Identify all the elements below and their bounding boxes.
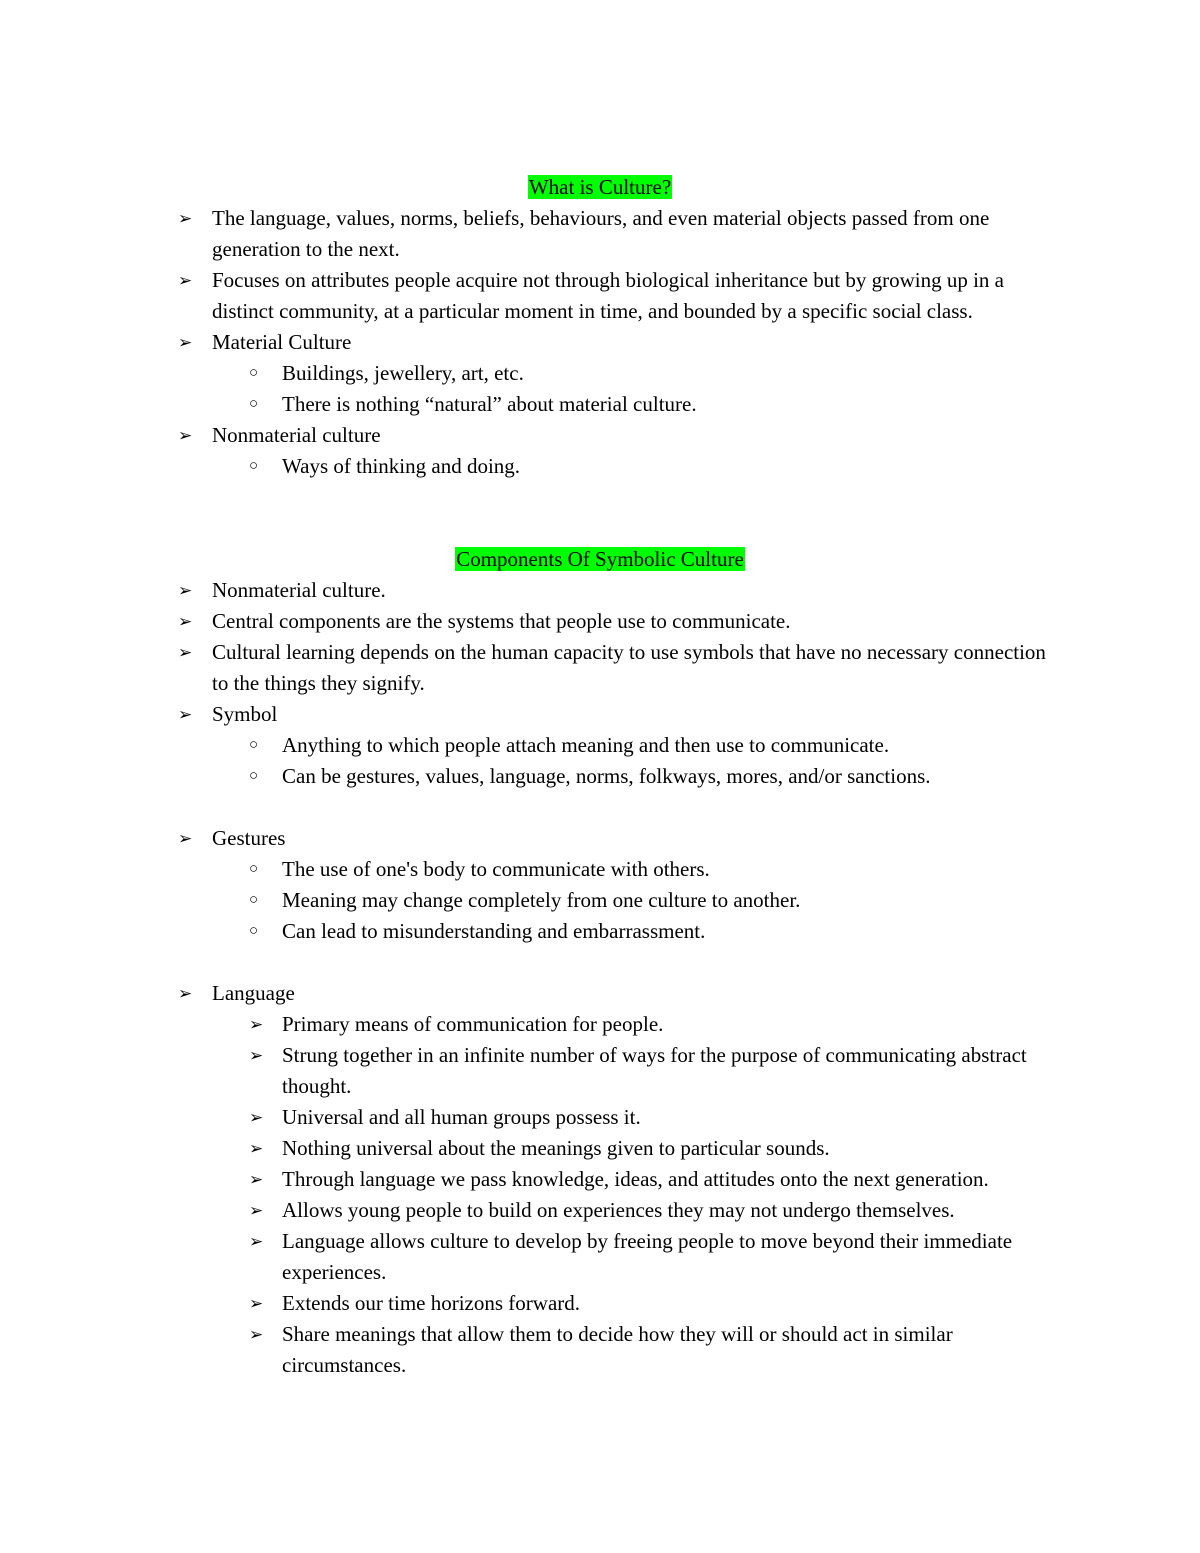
heading-highlight: Components Of Symbolic Culture [456, 547, 744, 571]
list-item-text: Universal and all human groups possess it. [282, 1105, 641, 1129]
section-heading-what-is-culture [0, 172, 1200, 203]
arrow-bullet-icon: ➢ [249, 1232, 264, 1251]
arrow-bullet-icon: ➢ [178, 581, 193, 600]
circle-bullet-icon: ○ [249, 365, 259, 381]
section-list-what-is-culture [0, 203, 1200, 482]
sub-list-item [0, 1040, 1062, 1102]
list-item-text: Cultural learning depends on the human capacity to use symbols that have no necessary connection to the things they signify. [212, 640, 1046, 695]
list-item-text: Meaning may change completely from one culture to another. [282, 888, 801, 912]
sub-list-item [0, 451, 1062, 482]
list-item-text: Symbol [212, 702, 278, 726]
list-item-text: Nothing universal about the meanings given to particular sounds. [282, 1136, 830, 1160]
circle-bullet-icon: ○ [249, 923, 259, 939]
sub-list-item [0, 885, 1062, 916]
arrow-bullet-icon: ➢ [249, 1294, 264, 1313]
sub-list-item [0, 730, 1062, 761]
sub-list-item [0, 854, 1062, 885]
list-item [0, 575, 1062, 606]
circle-bullet-icon: ○ [249, 861, 259, 877]
circle-bullet-icon: ○ [249, 396, 259, 412]
list-item [0, 823, 1062, 854]
list-item-text: Ways of thinking and doing. [282, 454, 521, 478]
arrow-bullet-icon: ➢ [178, 333, 193, 352]
list-item [0, 699, 1062, 730]
circle-bullet-icon: ○ [249, 768, 259, 784]
list-item-text: Strung together in an infinite number of ways for the purpose of communicating abstract thought. [282, 1043, 1027, 1098]
sub-list-item [0, 1226, 1062, 1288]
list-item-text: There is nothing “natural” about material culture. [282, 392, 697, 416]
sub-list-item [0, 1288, 1062, 1319]
arrow-bullet-icon: ➢ [249, 1139, 264, 1158]
circle-bullet-icon: ○ [249, 892, 259, 908]
section-heading-components [0, 544, 1200, 575]
heading-highlight: What is Culture? [528, 175, 672, 199]
list-item-text: The use of one's body to communicate with others. [282, 857, 710, 881]
list-item-text: Nonmaterial culture [212, 423, 381, 447]
sub-list-item [0, 1133, 1062, 1164]
list-item [0, 637, 1062, 699]
sub-list-item [0, 761, 1062, 792]
blank-line [0, 947, 1200, 978]
arrow-bullet-icon: ➢ [249, 1015, 264, 1034]
arrow-bullet-icon: ➢ [178, 271, 193, 290]
arrow-bullet-icon: ➢ [249, 1201, 264, 1220]
list-item-text: Language allows culture to develop by freeing people to move beyond their immediate experiences. [282, 1229, 1013, 1284]
list-item-text: The language, values, norms, beliefs, behaviours, and even material objects passed from one generation to the next. [212, 206, 990, 261]
list-item-text: Gestures [212, 826, 286, 850]
circle-bullet-icon: ○ [249, 458, 259, 474]
arrow-bullet-icon: ➢ [178, 612, 193, 631]
blank-line [0, 792, 1200, 823]
list-item-text: Anything to which people attach meaning and then use to communicate. [282, 733, 890, 757]
list-item-text: Allows young people to build on experiences they may not undergo themselves. [282, 1198, 955, 1222]
sub-list-item [0, 1164, 1062, 1195]
list-item [0, 203, 1062, 265]
list-item-text: Can lead to misunderstanding and embarrassment. [282, 919, 706, 943]
list-item-text: Central components are the systems that people use to communicate. [212, 609, 791, 633]
sub-list-item [0, 389, 1062, 420]
list-item-text: Primary means of communication for people. [282, 1012, 664, 1036]
arrow-bullet-icon: ➢ [178, 209, 193, 228]
list-item [0, 420, 1062, 451]
list-item [0, 978, 1062, 1009]
circle-bullet-icon: ○ [249, 737, 259, 753]
list-item [0, 606, 1062, 637]
arrow-bullet-icon: ➢ [178, 643, 193, 662]
sub-list-item [0, 358, 1062, 389]
arrow-bullet-icon: ➢ [178, 426, 193, 445]
list-item-text: Focuses on attributes people acquire not through biological inheritance but by growing up in a distinct community, at a particular moment in time, and bounded by a specific social class. [212, 268, 1004, 323]
sub-list-item [0, 916, 1062, 947]
list-item-text: Buildings, jewellery, art, etc. [282, 361, 524, 385]
list-item [0, 265, 1062, 327]
arrow-bullet-icon: ➢ [249, 1325, 264, 1344]
sub-list-item [0, 1195, 1062, 1226]
arrow-bullet-icon: ➢ [178, 705, 193, 724]
sub-list-item [0, 1102, 1062, 1133]
arrow-bullet-icon: ➢ [249, 1108, 264, 1127]
sub-list-item [0, 1009, 1062, 1040]
arrow-bullet-icon: ➢ [178, 984, 193, 1003]
list-item [0, 327, 1062, 358]
sub-list-item [0, 1319, 1062, 1381]
arrow-bullet-icon: ➢ [178, 829, 193, 848]
arrow-bullet-icon: ➢ [249, 1170, 264, 1189]
list-item-text: Through language we pass knowledge, ideas, and attitudes onto the next generation. [282, 1167, 989, 1191]
list-item-text: Language [212, 981, 295, 1005]
list-item-text: Share meanings that allow them to decide how they will or should act in similar circumstances. [282, 1322, 953, 1377]
list-item-text: Nonmaterial culture. [212, 578, 386, 602]
list-item-text: Can be gestures, values, language, norms, folkways, mores, and/or sanctions. [282, 764, 931, 788]
arrow-bullet-icon: ➢ [249, 1046, 264, 1065]
list-item-text: Material Culture [212, 330, 352, 354]
section-list-components [0, 575, 1200, 1381]
list-item-text: Extends our time horizons forward. [282, 1291, 581, 1315]
